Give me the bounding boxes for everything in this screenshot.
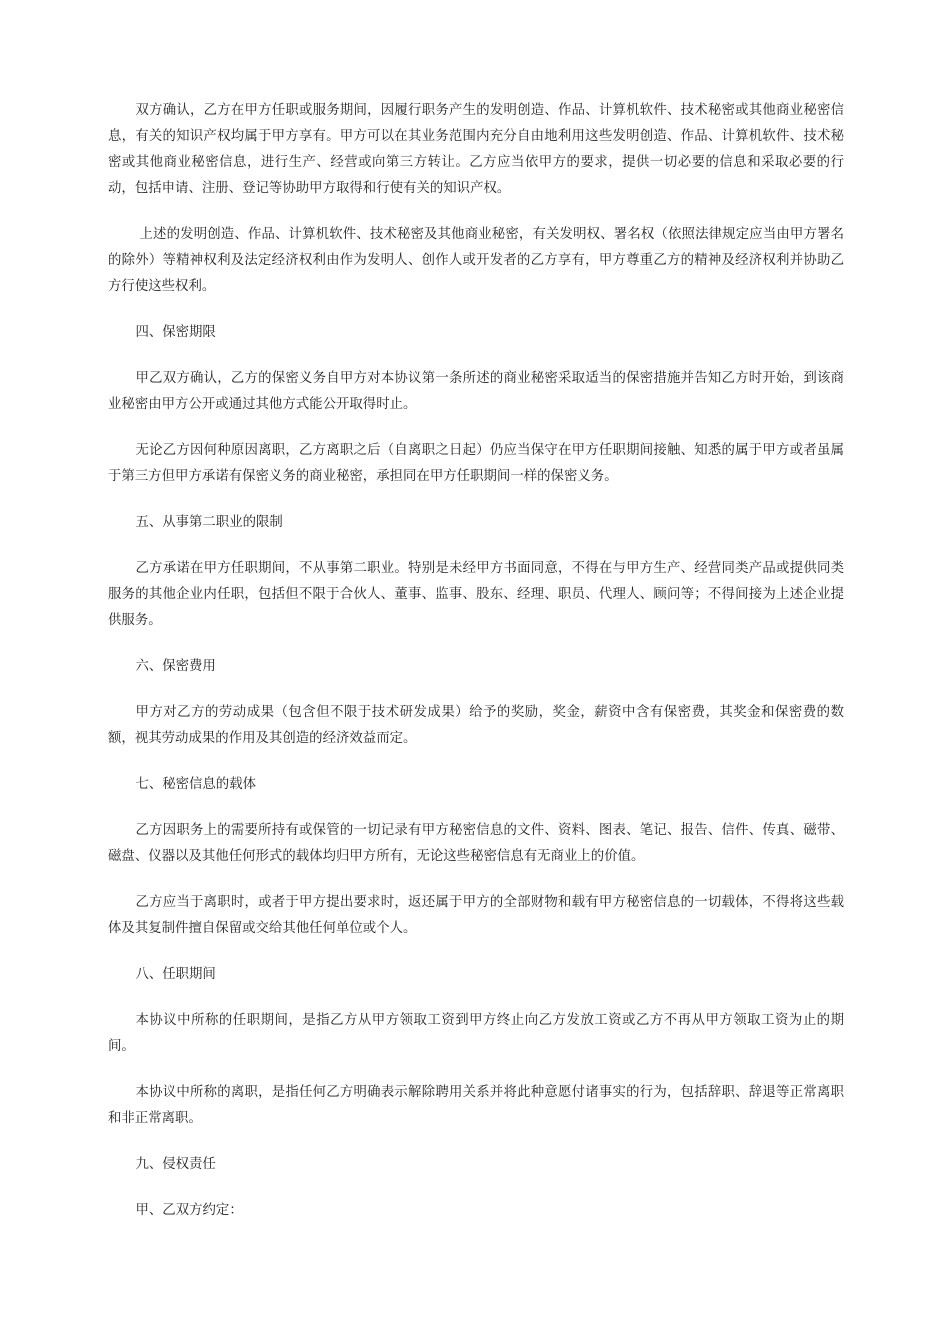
paragraph-employment-period-definition: 本协议中所称的任职期间，是指乙方从甲方领取工资到甲方终止向乙方发放工资或乙方不再从甲方领取工资为止的期间。 — [108, 1013, 844, 1054]
section-heading-second-job: 五、从事第二职业的限制 — [135, 515, 283, 530]
paragraph-confidentiality-start: 甲乙双方确认，乙方的保密义务自甲方对本协议第一条所述的商业秘密采取适当的保密措施并告知乙方时开始，到该商业秘密由甲方公开或通过其他方式能公开取得时止。 — [108, 371, 844, 412]
paragraph-ip-ownership: 双方确认，乙方在甲方任职或服务期间，因履行职务产生的发明创造、作品、计算机软件、技术秘密或其他商业秘密信息，有关的知识产权均属于甲方享有。甲方可以在其业务范围内充分自由地利用这些发明创造、作品、计算机软件、技术秘密或其他商业秘密信息，进行生产、经营或向第三方转让。乙方应当依甲方的要求，提供一切必要的信息和采取必要的行动，包括申请、注册、登记等协助甲方取得和行使有关的知识产权。 — [108, 103, 844, 196]
section-heading-liability: 九、侵权责任 — [135, 1157, 216, 1172]
section-heading-information-carrier: 七、秘密信息的载体 — [135, 777, 256, 792]
section-heading-confidentiality-fee: 六、保密费用 — [135, 659, 216, 674]
paragraph-post-departure-obligation: 无论乙方因何种原因离职，乙方离职之后（自离职之日起）仍应当保守在甲方任职期间接触、知悉的属于甲方或者虽属于第三方但甲方承诺有保密义务的商业秘密，承担同在甲方任职期间一样的保密义务。 — [108, 443, 844, 484]
paragraph-second-job-restriction: 乙方承诺在甲方任职期间，不从事第二职业。特别是未经甲方书面同意，不得在与甲方生产、经营同类产品或提供同类服务的其他企业内任职，包括但不限于合伙人、董事、监事、股东、经理、职员、代理人、顾问等；不得间接为上述企业提供服务。 — [108, 561, 844, 628]
paragraph-carrier-return: 乙方应当于离职时，或者于甲方提出要求时，返还属于甲方的全部财物和载有甲方秘密信息的一切载体，不得将这些载体及其复制件擅自保留或交给其他任何单位或个人。 — [108, 895, 844, 936]
paragraph-confidentiality-fee: 甲方对乙方的劳动成果（包含但不限于技术研发成果）给予的奖励，奖金，薪资中含有保密费，其奖金和保密费的数额，视其劳动成果的作用及其创造的经济效益而定。 — [108, 705, 844, 746]
section-heading-confidentiality-term: 四、保密期限 — [135, 325, 216, 340]
paragraph-departure-definition: 本协议中所称的离职，是指任何乙方明确表示解除聘用关系并将此种意愿付诸事实的行为，包括辞职、辞退等正常离职和非正常离职。 — [108, 1085, 844, 1126]
paragraph-moral-rights: 上述的发明创造、作品、计算机软件、技术秘密及其他商业秘密，有关发明权、署名权（依照法律规定应当由甲方署名的除外）等精神权利及法定经济权利由作为发明人、创作人或开发者的乙方享有，甲方尊重乙方的精神及经济权利并协助乙方行使这些权利。 — [108, 227, 844, 294]
document-page — [108, 98, 844, 1244]
section-heading-employment-period: 八、任职期间 — [135, 967, 216, 982]
paragraph-carrier-ownership: 乙方因职务上的需要所持有或保管的一切记录有甲方秘密信息的文件、资料、图表、笔记、报告、信件、传真、磁带、磁盘、仪器以及其他任何形式的载体均归甲方所有，无论这些秘密信息有无商业上的价值。 — [108, 823, 844, 864]
paragraph-parties-agree: 甲、乙双方约定： — [135, 1203, 243, 1218]
